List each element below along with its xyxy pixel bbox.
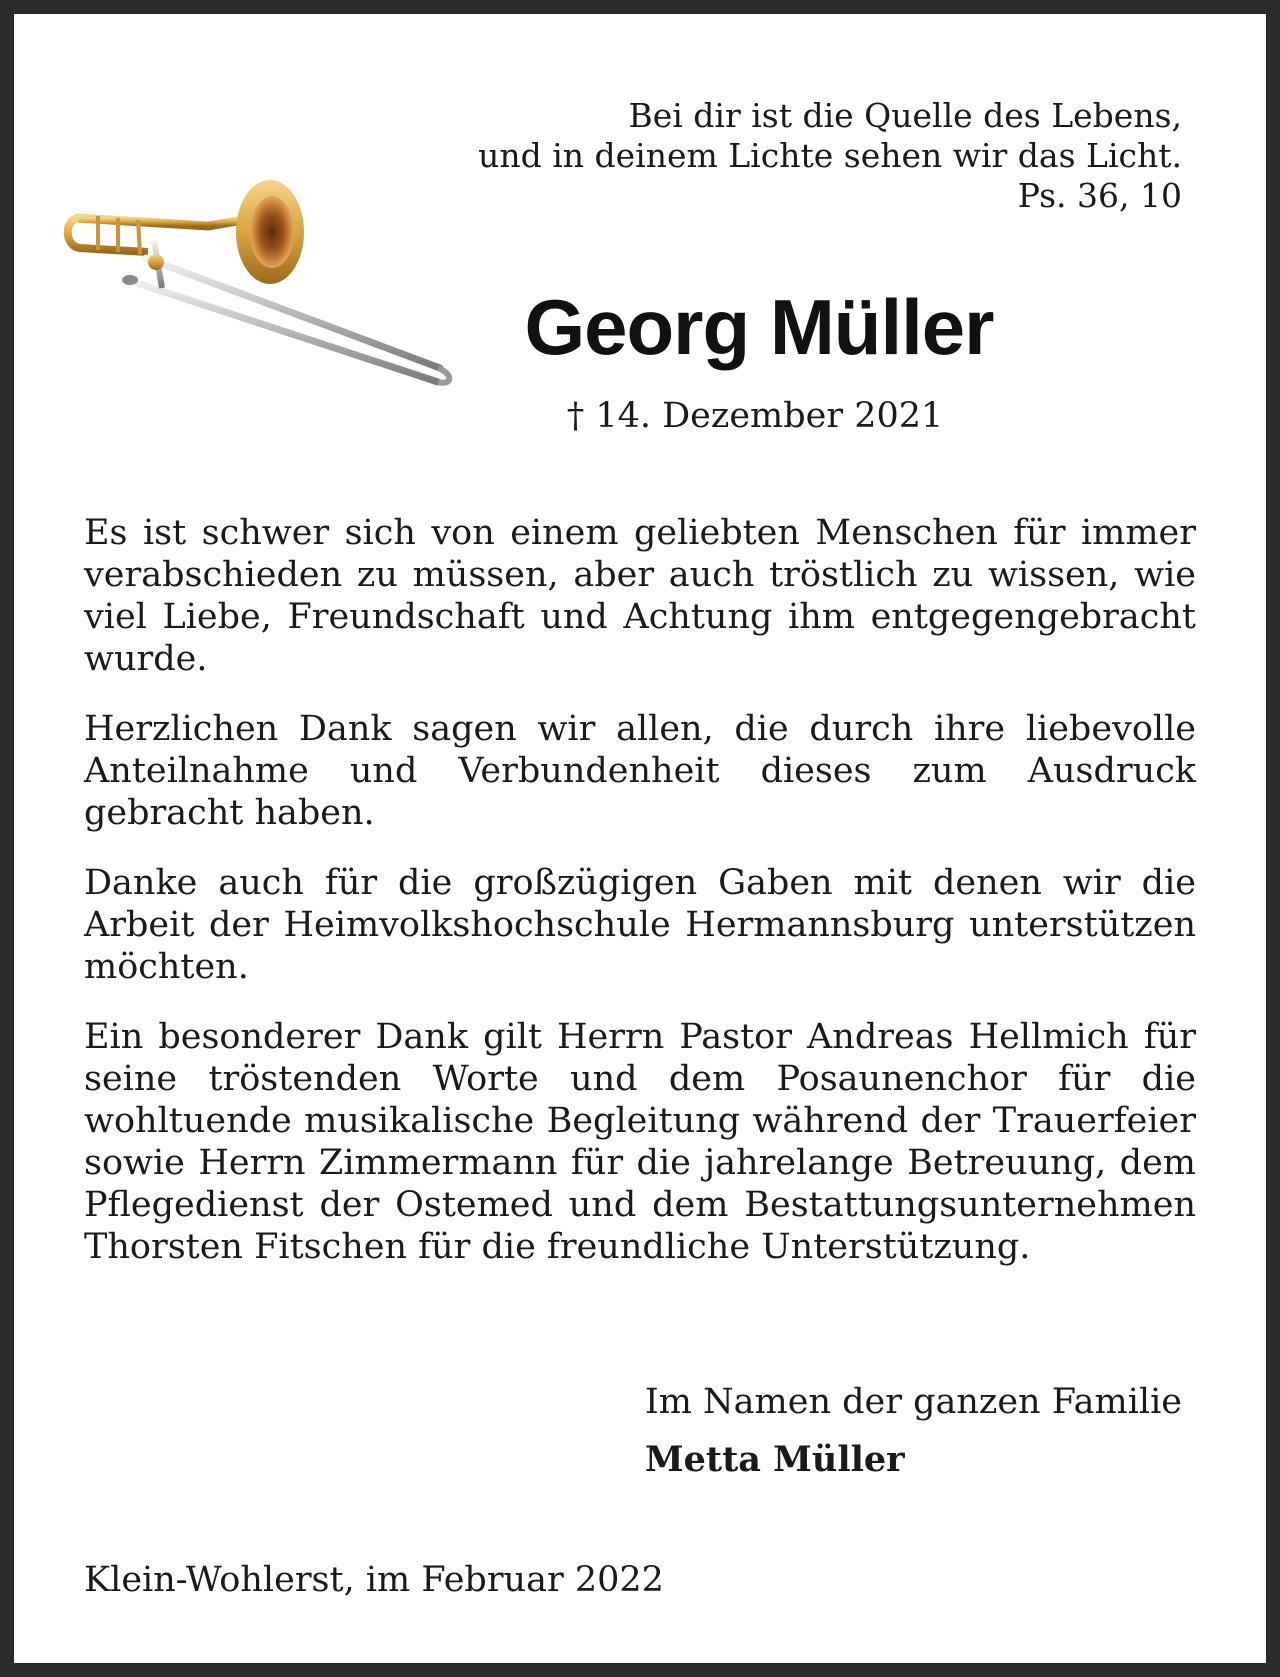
verse-reference: Ps. 36, 10: [1017, 176, 1182, 215]
verse-line-1: Bei dir ist die Quelle des Lebens,: [628, 96, 1182, 135]
paragraph: Herzlichen Dank sagen wir allen, die durch ihre liebevolle Anteilnahme und Verbundenheit dieses zum Ausdruck gebracht haben.: [84, 709, 1196, 833]
obituary-notice: [14, 14, 1266, 1663]
death-date: † 14. Dezember 2021: [566, 396, 944, 436]
deceased-name: Georg Müller: [524, 283, 994, 371]
family-line: Im Namen der ganzen Familie: [644, 1382, 1182, 1422]
signature-block: [645, 1380, 1182, 1482]
thank-you-text: [84, 512, 1196, 1296]
verse-line-2: und in deinem Lichte sehen wir das Licht.: [478, 136, 1182, 175]
paragraph: Ein besonderer Dank gilt Herrn Pastor Andreas Hellmich für seine tröstenden Worte und dem Posaunenchor für die wohltuende musikalische Begleitung während der Trauerfeier sowie Herrn Zimmermann für die jahrelange Betreuung, dem Pflegedienst der Ostemed und dem Bestattungsunternehmen Thorsten Fitschen für die freundliche Unterstützung.: [84, 1017, 1196, 1267]
paragraph: Danke auch für die großzügigen Gaben mit denen wir die Arbeit der Heimvolkshochschule Hermannsburg unterstützen möchten.: [84, 863, 1196, 987]
paragraph: Es ist schwer sich von einem geliebten Menschen für immer verabschieden zu müssen, aber auch tröstlich zu wissen, wie viel Liebe, Freundschaft und Achtung ihm entgegengebracht wurde.: [84, 513, 1196, 679]
signer-name: Metta Müller: [644, 1439, 905, 1480]
place-and-date: Klein-Wohlerst, im Februar 2022: [84, 1560, 664, 1600]
bible-verse: [478, 96, 1182, 216]
